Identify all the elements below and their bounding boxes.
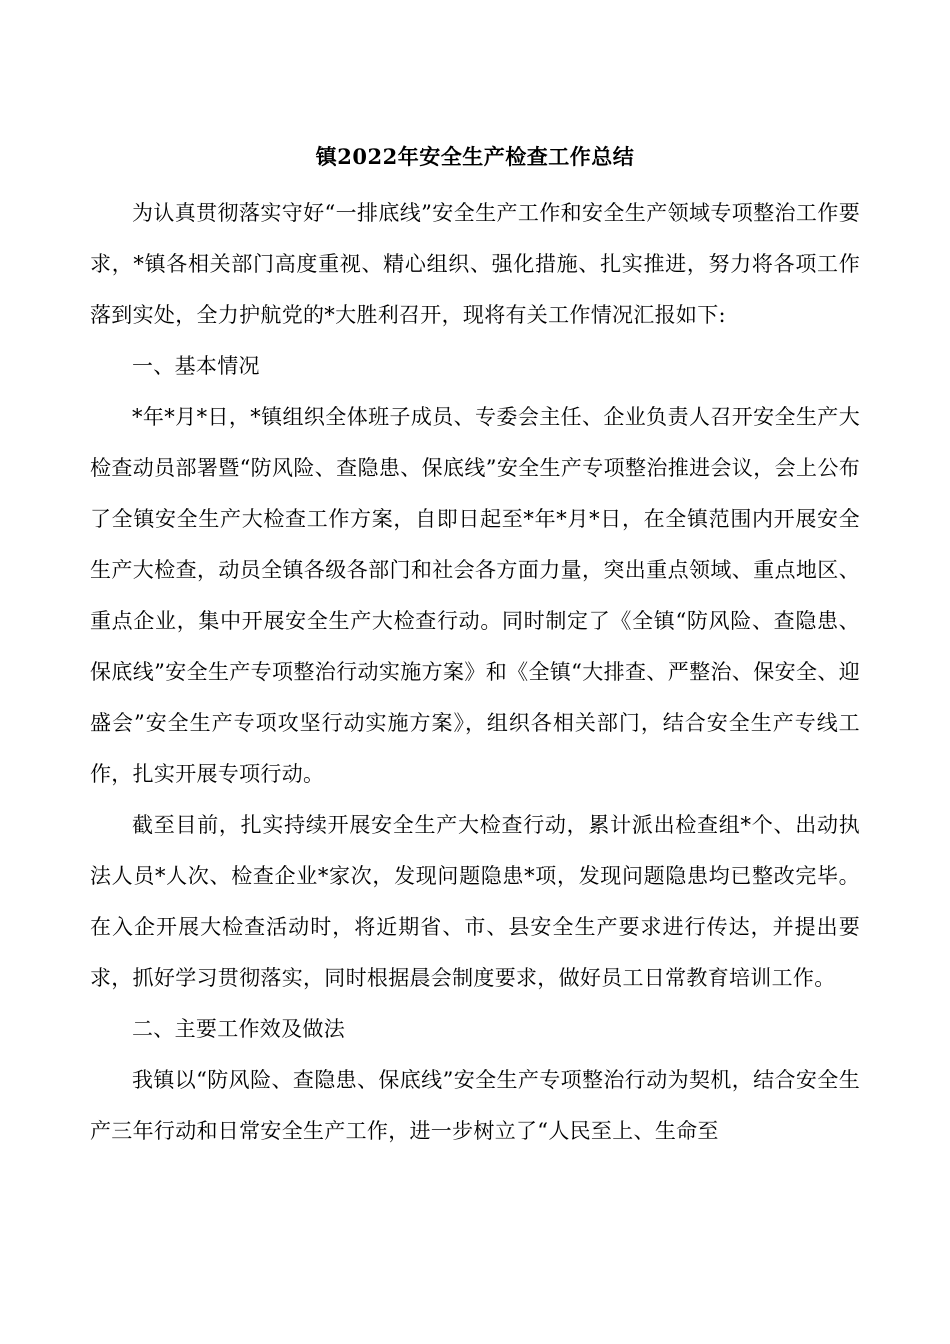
- basic-situation-paragraph: *年*月*日，*镇组织全体班子成员、专委会主任、企业负责人召开安全生产大检查动员部署暨“防风险、查隐患、保底线”安全生产专项整治推进会议，会上公布了全镇安全生产大检查工作方案，自即日起至*年*月*日，在全镇范围内开展安全生产大检查，动员全镇各级各部门和社会各方面力量，突出重点领域、重点地区、重点企业，集中开展安全生产大检查行动。同时制定了《全镇“防风险、查隐患、保底线”安全生产专项整治行动实施方案》和《全镇“大排查、严整治、保安全、迎盛会”安全生产专项攻坚行动实施方案》，组织各相关部门，结合安全生产专线工作，扎实开展专项行动。: [90, 405, 860, 786]
- intro-paragraph: 为认真贯彻落实守好“一排底线”安全生产工作和安全生产领域专项整治工作要求，*镇各相关部门高度重视、精心组织、强化措施、扎实推进，努力将各项工作落到实处，全力护航党的*大胜利召开，现将有关工作情况汇报如下:: [90, 201, 860, 327]
- section-heading-main-work: 二、主要工作效及做法: [132, 1017, 345, 1041]
- progress-paragraph: 截至目前，扎实持续开展安全生产大检查行动，累计派出检查组*个、出动执法人员*人次、检查企业*家次，发现问题隐患*项，发现问题隐患均已整改完毕。在入企开展大检查活动时，将近期省、市、县安全生产要求进行传达，并提出要求，抓好学习贯彻落实，同时根据晨会制度要求，做好员工日常教育培训工作。: [90, 813, 860, 990]
- main-work-paragraph: 我镇以“防风险、查隐患、保底线”安全生产专项整治行动为契机，结合安全生产三年行动和日常安全生产工作，进一步树立了“人民至上、生命至: [90, 1068, 860, 1143]
- section-heading-basic-situation: 一、基本情况: [132, 354, 260, 378]
- document-body: [90, 188, 860, 1157]
- document-title: 镇2022年安全生产检查工作总结: [315, 144, 635, 169]
